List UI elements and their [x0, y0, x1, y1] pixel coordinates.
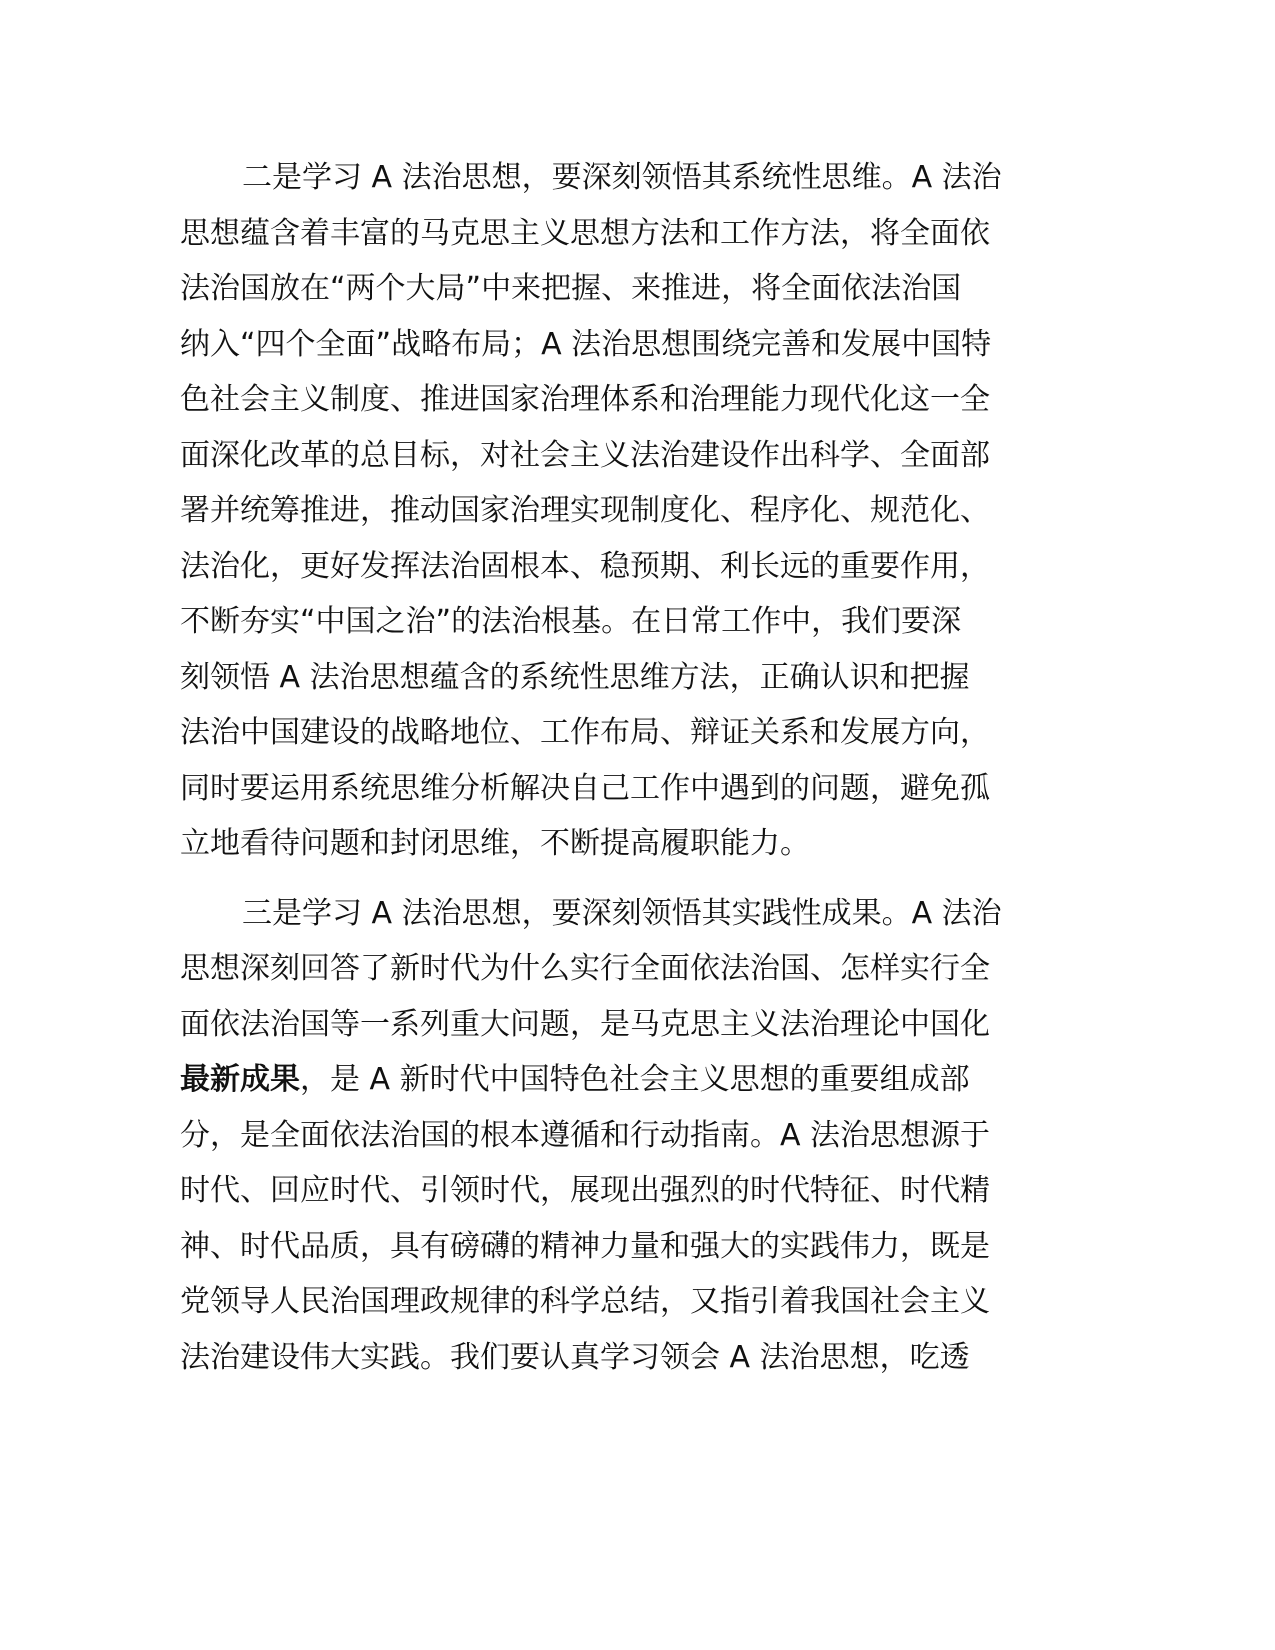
text-line: 法治中国建设的战略地位、工作布局、辩证关系和发展方向，	[180, 715, 990, 750]
text-line: 色社会主义制度、推进国家治理体系和治理能力现代化这一全	[180, 382, 990, 417]
text-line: 法治建设伟大实践。我们要认真学习领会 A 法治思想，吃透	[180, 1339, 970, 1375]
text-line: 纳入“四个全面”战略布局；A 法治思想围绕完善和发展中国特	[180, 326, 992, 362]
text-line: 面深化改革的总目标，对社会主义法治建设作出科学、全面部	[180, 437, 990, 473]
text-line: 党领导人民治国理政规律的科学总结，又指引着我国社会主义	[180, 1284, 990, 1319]
text-line: 思想蕴含着丰富的马克思主义思想方法和工作方法，将全面依	[180, 215, 990, 251]
text-line-with-bold	[180, 1052, 1040, 1108]
text-line: 刻领悟 A 法治思想蕴含的系统性思维方法，正确认识和把握	[180, 659, 970, 695]
text-line: 分，是全面依法治国的根本遵循和行动指南。A 法治思想源于	[180, 1117, 991, 1153]
text-line: 二是学习 A 法治思想，要深刻领悟其系统性思维。A 法治	[242, 160, 1002, 195]
bold-phrase: 最新成果	[180, 1062, 300, 1097]
text-line: 法治化，更好发挥法治固根本、稳预期、利长远的重要作用，	[180, 548, 990, 584]
text-line: 署并统筹推进，推动国家治理实现制度化、程序化、规范化、	[180, 493, 990, 528]
text-line: 面依法治国等一系列重大问题，是马克思主义法治理论中国化	[180, 1006, 990, 1042]
text-line: 三是学习 A 法治思想，要深刻领悟其实践性成果。A 法治	[242, 895, 1002, 931]
text-line: 同时要运用系统思维分析解决自己工作中遇到的问题，避免孤	[180, 770, 990, 806]
text-line: 立地看待问题和封闭思维，不断提高履职能力。	[180, 826, 810, 861]
text-line: 不断夯实“中国之治”的法治根基。在日常工作中，我们要深	[180, 604, 962, 639]
paragraph-spacer	[180, 872, 1040, 886]
paragraph-1	[180, 150, 1040, 872]
text-line: 思想深刻回答了新时代为什么实行全面依法治国、怎样实行全	[180, 951, 990, 986]
text-line: 法治国放在“两个大局”中来把握、来推进，将全面依法治国	[180, 271, 962, 306]
text-fragment: ，是 A 新时代中国特色社会主义思想的重要组成部	[300, 1062, 970, 1097]
document-body	[180, 150, 1040, 1385]
paragraph-2	[180, 886, 1040, 1386]
text-line: 时代、回应时代、引领时代，展现出强烈的时代特征、时代精	[180, 1173, 990, 1208]
text-line: 神、时代品质，具有磅礴的精神力量和强大的实践伟力，既是	[180, 1228, 990, 1264]
